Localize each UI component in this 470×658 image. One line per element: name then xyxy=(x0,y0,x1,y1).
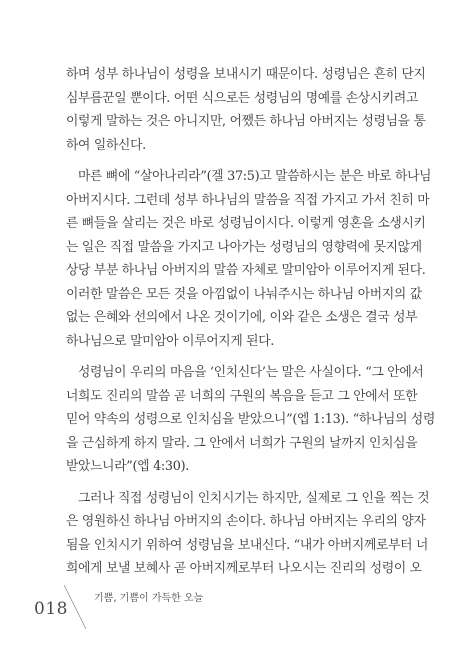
text-line: 성령님이 우리의 마음을 ‘인치신다’는 말은 사실이다. “그 안에서 xyxy=(78,365,424,380)
page-footer xyxy=(0,575,470,635)
text-line: 없는 은혜와 선의에서 나온 것이기에, 이와 같은 소생은 결국 성부 xyxy=(66,310,418,325)
text-line: 그러나 직접 성령님이 인치시기는 하지만, 실제로 그 인을 찍는 것 xyxy=(78,490,430,506)
text-line: 마른 뼈에 “살아나리라”(겔 37:5)고 말씀하시는 분은 바로 하나님 xyxy=(78,169,432,184)
text-line: 이러한 말씀은 모든 것을 아낌없이 나눠주시는 하나님 아버지의 값 xyxy=(66,286,422,302)
text-line: 믿어 약속의 성령으로 인치심을 받았으니”(엡 1:13). “하나님의 성령 xyxy=(66,412,436,427)
body-text xyxy=(66,63,436,581)
text-line: 하며 성부 하나님이 성령을 보내시기 때문이다. 성령님은 흔히 단지 xyxy=(66,67,426,82)
text-line: 희에게 보낼 보혜사 곧 아버지께로부터 나오시는 진리의 성령이 오 xyxy=(66,561,422,576)
text-line: 을 근심하게 하지 말라. 그 안에서 너희가 구원의 날까지 인치심을 xyxy=(66,435,418,451)
page-number: 018 xyxy=(34,599,68,619)
text-line: 상당 부분 하나님 아버지의 말씀 자체로 말미암아 이루어지게 된다. xyxy=(66,263,426,278)
running-book-title: 기쁨, 기쁨이 가득한 오늘 xyxy=(94,593,204,604)
text-line: 아버지시다. 그런데 성부 하나님의 말씀을 직접 가지고 가서 친히 마 xyxy=(66,192,430,208)
text-line: 이렇게 말하는 것은 아니지만, 어쨌든 하나님 아버지는 성령님을 통 xyxy=(66,114,426,129)
text-line: 심부름꾼일 뿐이다. 어떤 식으로든 성령님의 명예를 손상시키려고 xyxy=(66,90,419,106)
text-line: 너희도 진리의 말씀 곧 너희의 구원의 복음을 듣고 그 안에서 또한 xyxy=(66,388,418,404)
text-line: 받았느니라”(엡 4:30). xyxy=(66,459,190,474)
divider-slash-icon xyxy=(60,583,90,631)
text-line: 은 영원하신 하나님 아버지의 손이다. 하나님 아버지는 우리의 양자 xyxy=(66,514,426,529)
text-line: 는 일은 직접 말씀을 가지고 나아가는 성령님의 영향력에 못지않게 xyxy=(66,239,422,255)
text-line: 른 뼈들을 살리는 것은 바로 성령님이시다. 이렇게 영혼을 소생시키 xyxy=(66,216,426,231)
text-line: 하여 일하신다. xyxy=(66,137,146,153)
text-line: 하나님으로 말미암아 이루어지게 된다. xyxy=(66,333,275,349)
text-line: 됨을 인치시기 위하여 성령님을 보내신다. “내가 아버지께로부터 너 xyxy=(66,537,429,553)
